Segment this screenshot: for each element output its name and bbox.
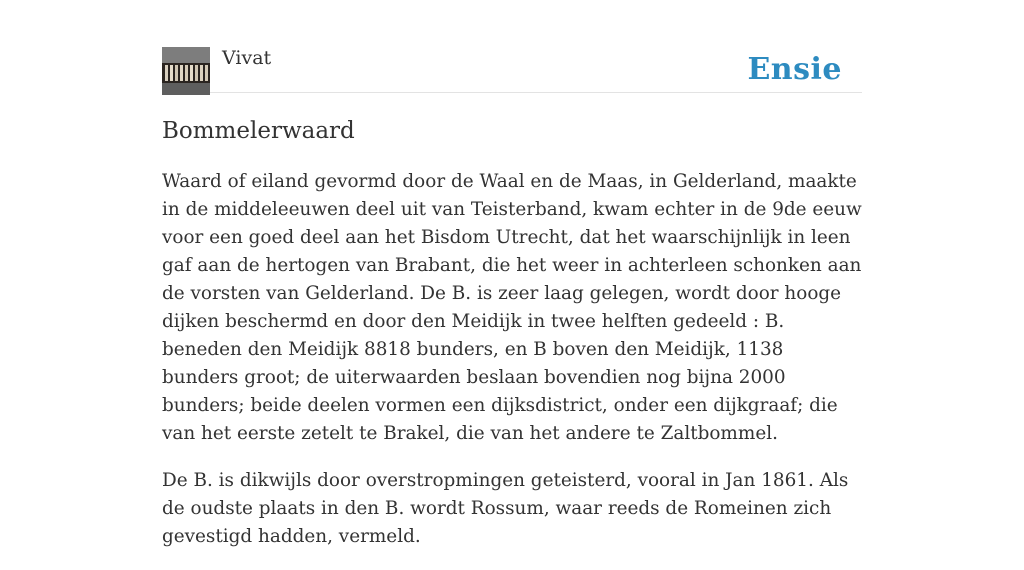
ensie-logo[interactable]: Ensie	[747, 52, 842, 87]
avatar[interactable]	[162, 47, 210, 95]
page-header	[162, 46, 862, 93]
article-title: Bommelerwaard	[162, 118, 355, 144]
author-name[interactable]: Vivat	[222, 47, 272, 69]
bookshelf-avatar-icon	[162, 47, 210, 95]
article-body	[162, 168, 862, 570]
article-paragraph: De B. is dikwijls door overstropmingen geteisterd, vooral in Jan 1861. Als de oudste plaats in den B. wordt Rossum, waar reeds de Romeinen zich gevestigd hadden, vermeld.	[162, 470, 849, 547]
article-paragraph: Waard of eiland gevormd door de Waal en de Maas, in Gelderland, maakte in de middeleeuwen deel uit van Teisterband, kwam echter in de 9de eeuw voor een goed deel aan het Bisdom Utrecht, dat het waarschijnlijk in leen gaf aan de hertogen van Brabant, die het weer in achterleen schonken aan de vorsten van Gelderland. De B. is zeer laag gelegen, wordt door hooge dijken beschermd en door den Meidijk in twee helften gedeeld : B. beneden den Meidijk 8818 bunders, en B boven den Meidijk, 1138 bunders groot; de uiterwaarden beslaan bovendien nog bijna 2000 bunders; beide deelen vormen een dijksdistrict, onder een dijkgraaf; die van het eerste zetelt te Brakel, die van het andere te Zaltbommel.	[162, 171, 862, 444]
